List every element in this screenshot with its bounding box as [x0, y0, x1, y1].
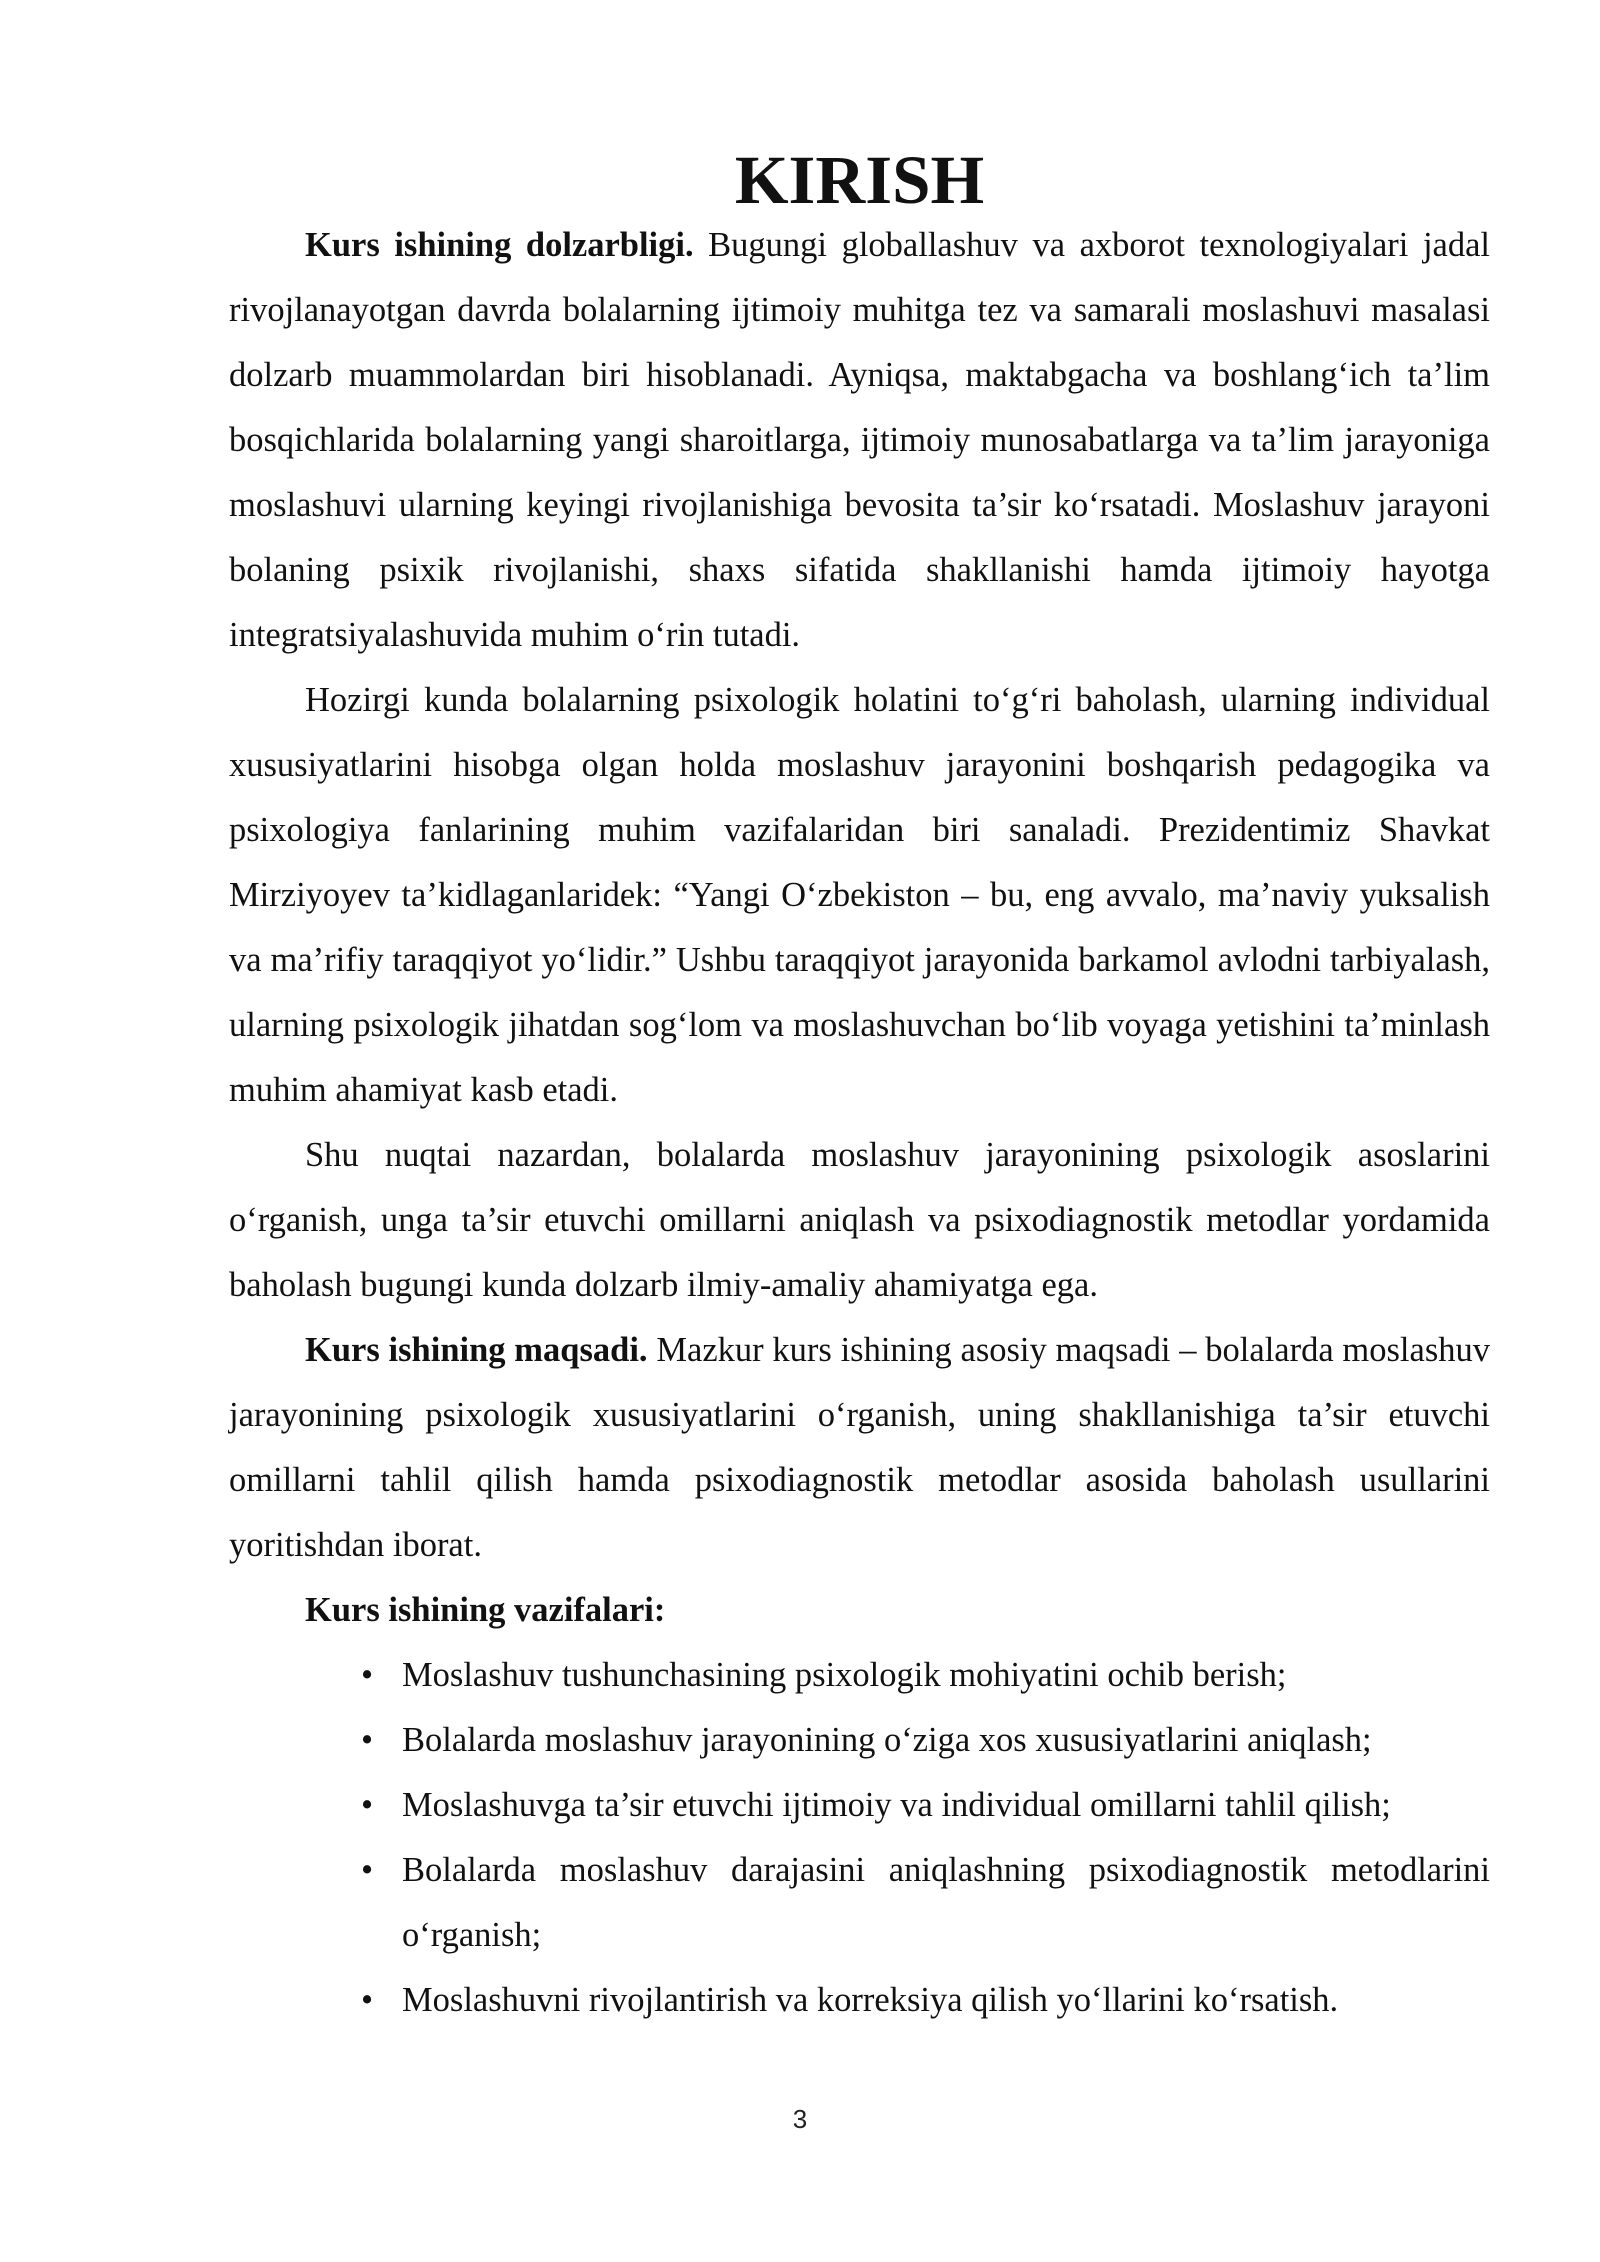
paragraph-text: Shu nuqtai nazardan, bolalarda moslashuv jarayonining psixologik asoslarini o‘rganish, unga ta’sir etuvchi omillarni aniqlash va psixodiagnostik metodlar yordamida baholash bugungi kunda dolzarb ilmiy-amaliy ahamiyatga ega. — [229, 1136, 1490, 1304]
paragraph-text: Mazkur kurs ishining asosiy maqsadi – bolalarda moslashuv jarayonining psixologik xususiyatlarini o‘rganish, uning shakllanishiga ta’sir etuvchi omillarni tahlil qilish hamda psixodiagnostik metodlar asosida baholash usullarini yoritishdan iborat. — [229, 1331, 1491, 1564]
list-item-text: Moslashuvga ta’sir etuvchi ijtimoiy va individual omillarni tahlil qilish; — [402, 1786, 1391, 1824]
list-item-text: Moslashuv tushunchasining psixologik mohiyatini ochib berish; — [402, 1656, 1287, 1694]
list-item — [229, 1838, 1490, 1968]
paragraph-scientific-importance — [229, 1123, 1490, 1318]
paragraph-relevance — [229, 213, 1490, 668]
paragraph-text: Hozirgi kunda bolalarning psixologik holatini to‘g‘ri baholash, ularning individual xususiyatlarini hisobga olgan holda moslashuv jarayonini boshqarish pedagogika va psixologiya fanlarining muhim vazifalaridan biri sanaladi. Prezidentimiz Shavkat Mirziyoyev ta’kidlaganlaridek: “Yangi O‘zbekiston – bu, eng avvalo, ma’naviy yuksalish va ma’rifiy taraqqiyot yo‘lidir.” Ushbu taraqqiyot jarayonida barkamol avlodni tarbiyalash, ularning psixologik jihatdan sog‘lom va moslashuvchan bo‘lib voyaga yetishini ta’minlash muhim ahamiyat kasb etadi. — [229, 681, 1490, 1109]
bullet-icon: • — [360, 1656, 374, 1694]
bullet-icon: • — [360, 1786, 374, 1824]
list-item-text: Moslashuvni rivojlantirish va korreksiya qilish yo‘llarini ko‘rsatish. — [402, 1981, 1339, 2019]
paragraph-goal — [229, 1318, 1490, 1578]
bullet-icon: • — [360, 1981, 374, 2019]
paragraph-psychological-state — [229, 668, 1490, 1123]
bullet-icon: • — [360, 1721, 374, 1759]
bullet-icon: • — [360, 1851, 374, 1889]
section-title: KIRISH — [734, 142, 985, 218]
list-item-text: Bolalarda moslashuv darajasini aniqlashning psixodiagnostik metodlarini o‘rganish; — [402, 1851, 1490, 1954]
page-number: 3 — [792, 2104, 808, 2134]
paragraph-lead: Kurs ishining maqsadi. — [305, 1331, 648, 1369]
list-item — [229, 1968, 1490, 2033]
list-item-text: Bolalarda moslashuv jarayonining o‘ziga xos xususiyatlarini aniqlash; — [402, 1721, 1372, 1759]
page-content — [229, 142, 1491, 2033]
tasks-heading: Kurs ishining vazifalari: — [305, 1591, 666, 1629]
tasks-list — [229, 1643, 1490, 2033]
list-item — [229, 1708, 1490, 1773]
list-item — [229, 1773, 1490, 1838]
paragraph-text: Bugungi globallashuv va axborot texnologiyalari jadal rivojlanayotgan davrda bolalarning ijtimoiy muhitga tez va samarali moslashuvi masalasi dolzarb muammolardan biri hisoblanadi. Ayniqsa, maktabgacha va boshlang‘ich ta’lim bosqichlarida bolalarning yangi sharoitlarga, ijtimoiy munosabatlarga va ta’lim jarayoniga moslashuvi ularning keyingi rivojlanishiga bevosita ta’sir ko‘rsatadi. Moslashuv jarayoni bolaning psixik rivojlanishi, shaxs sifatida shakllanishi hamda ijtimoiy hayotga integratsiyalashuvida muhim o‘rin tutadi. — [229, 226, 1490, 654]
list-item — [229, 1643, 1490, 1708]
paragraph-lead: Kurs ishining dolzarbligi. — [305, 226, 694, 264]
